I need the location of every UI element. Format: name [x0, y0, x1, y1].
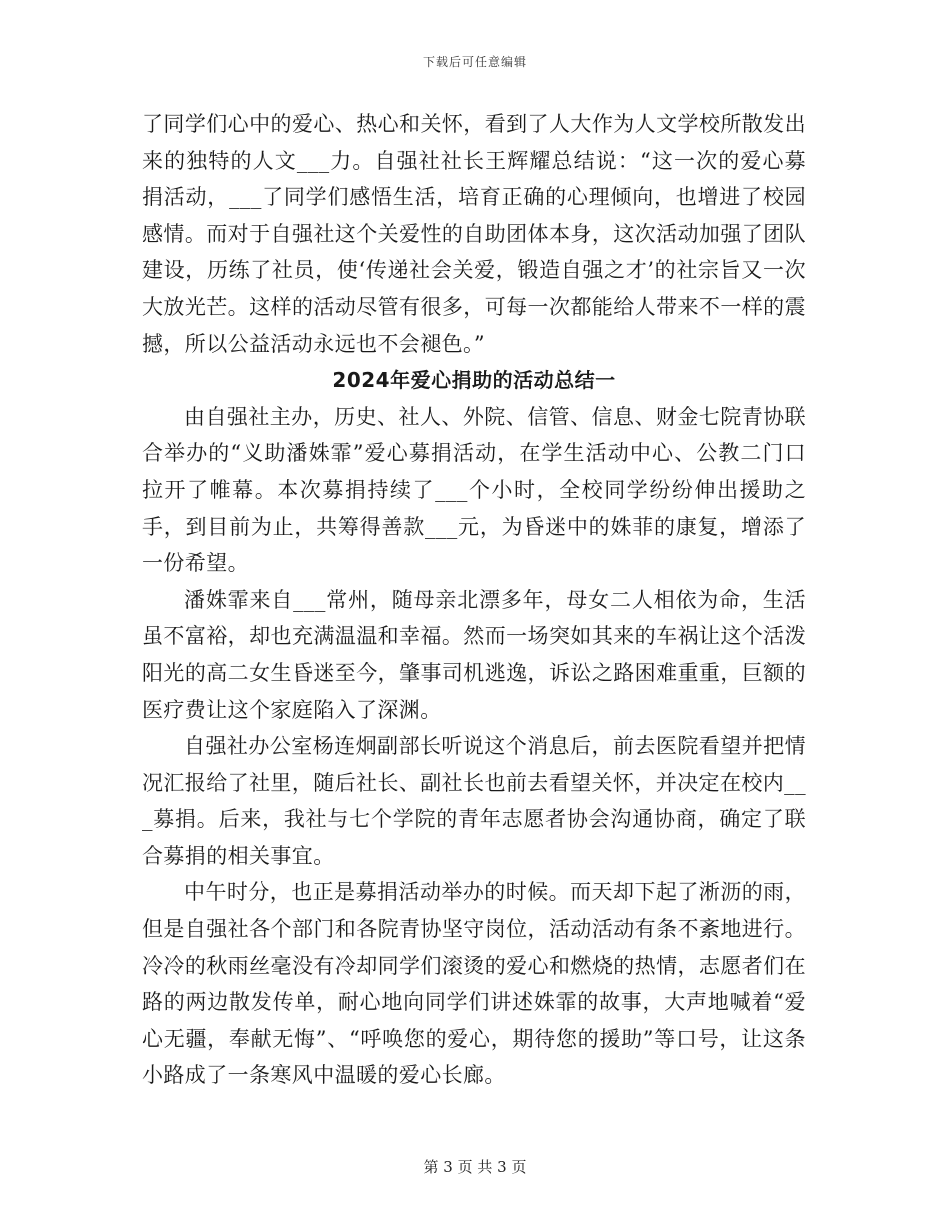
paragraph-1: 由自强社主办，历史、社人、外院、信管、信息、财金七院青协联合举办的“义助潘姝霏”爱心募捐活动，在学生活动中心、公教二门口拉开了帷幕。本次募捐持续了___个小时，全校同学纷纷伸出援助之手，到目前为止，共筹得善款___元，为昏迷中的姝菲的康复，增添了一份希望。: [142, 404, 806, 576]
section-title: 2024年爱心捐助的活动总结一: [332, 368, 616, 393]
paragraph-2: 潘姝霏来自___常州，随母亲北漂多年，母女二人相依为命，生活虽不富裕，却也充满温温和幸福。然而一场突如其来的车祸让这个活泼阳光的高二女生昏迷至今，肇事司机逃逸，诉讼之路困难重重，巨额的医疗费让这个家庭陷入了深渊。: [142, 587, 806, 722]
intro-paragraph: 了同学们心中的爱心、热心和关怀，看到了人大作为人文学校所散发出来的独特的人文___力。自强社社长王辉耀总结说：“这一次的爱心募捐活动，___了同学们感悟生活，培育正确的心理倾向，也增进了校园感情。而对于自强社这个关爱性的自助团体本身，这次活动加强了团队建设，历练了社员，使‘传递社会关爱，锻造自强之才’的社宗旨又一次大放光芒。这样的活动尽管有很多，可每一次都能给人带来不一样的震撼，所以公益活动永远也不会褪色。”: [142, 112, 806, 356]
document-body: [142, 106, 806, 1094]
page-header: 下载后可任意编辑: [422, 55, 527, 69]
page-footer: 第 3 页 共 3 页: [423, 1158, 527, 1176]
paragraph-4: 中午时分，也正是募捐活动举办的时候。而天却下起了淅沥的雨，但是自强社各个部门和各院青协坚守岗位，活动活动有条不紊地进行。冷冷的秋雨丝毫没有冷却同学们滚烫的爱心和燃烧的热情，志愿者们在路的两边散发传单，耐心地向同学们讲述姝霏的故事，大声地喊着“爱心无疆，奉献无悔”、“呼唤您的爱心，期待您的援助”等口号，让这条小路成了一条寒风中温暖的爱心长廊。: [142, 880, 806, 1088]
paragraph-3: 自强社办公室杨连炯副部长听说这个消息后，前去医院看望并把情况汇报给了社里，随后社长、副社长也前去看望关怀，并决定在校内___募捐。后来，我社与七个学院的青年志愿者协会沟通协商，确定了联合募捐的相关事宜。: [142, 734, 806, 868]
